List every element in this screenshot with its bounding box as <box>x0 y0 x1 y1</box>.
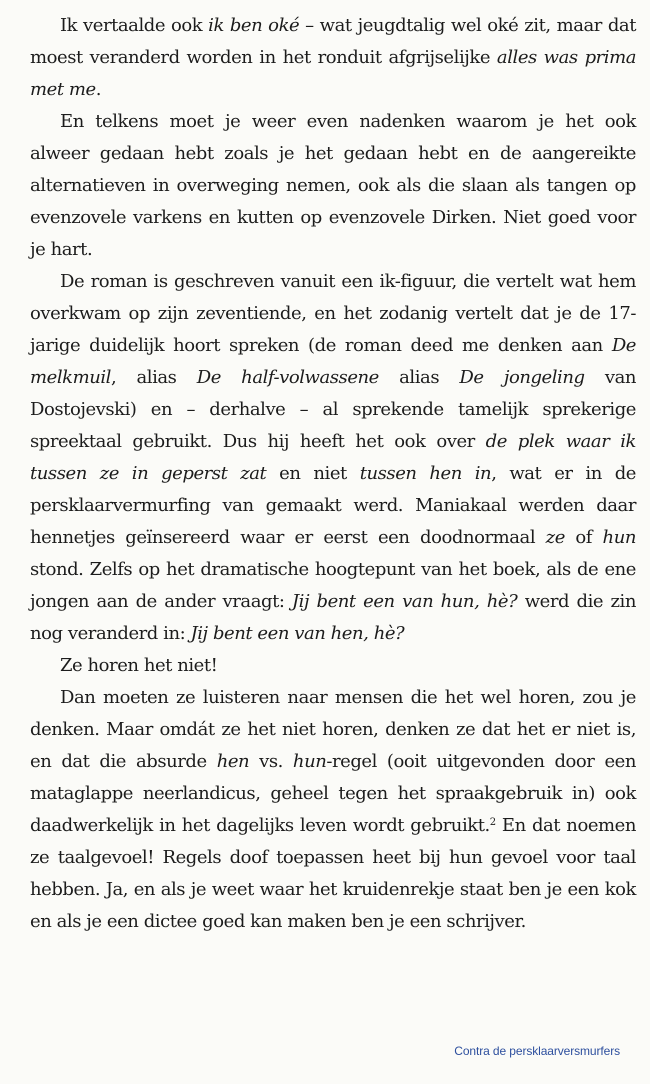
text-run: alias <box>378 367 460 388</box>
text-run: Dan moeten ze luisteren naar mensen die het wel horen, zou je denken. Maar omdát ze het niet horen, denken ze dat het er niet is, en dat die absurde <box>30 687 636 772</box>
text-run: – wat jeugdtalig wel oké zit, maar dat moest veranderd worden in het ronduit afgrijselijke <box>30 15 636 68</box>
text-run: vs. <box>249 751 293 772</box>
text-run: En telkens moet je weer even nadenken waarom je het ook alweer gedaan hebt zoals je het gedaan hebt en de aangereikte alternatieven in overweging nemen, ook als die slaan als tangen op evenzovele varkens en kutten op evenzovele Dirken. Niet goed voor je hart. <box>30 111 636 260</box>
text-run: stond. Zelfs op het dramatische hoogtepunt van het boek, als de ene jongen aan de ander vraagt: <box>30 559 636 612</box>
text-run: . <box>95 79 101 100</box>
text-run: En dat noemen ze taalgevoel! Regels doof toepassen heet bij hun gevoel voor taal hebben. Ja, en als je weet waar het kruidenrekje staat ben je een kok en als je een dictee goed kan maken ben je een schrijver. <box>30 815 636 932</box>
text-run: van Dostojevski) en – derhalve – al sprekende tamelijk sprekerige spreektaal gebruikt. Dus hij heeft het ook over <box>30 367 636 452</box>
text-run: , wat er in de persklaarvermurfing van gemaakt werd. Maniakaal werden daar hennetjes geïnsereerd waar er eerst een doodnormaal <box>30 463 636 548</box>
footnote-marker: 2 <box>489 817 496 828</box>
italic-text: Jij bent een van hun, hè? <box>291 591 518 612</box>
italic-text: hun <box>602 527 636 548</box>
running-footer-title: Contra de persklaarversmurfers <box>454 1044 620 1058</box>
italic-text: hun <box>292 751 327 772</box>
text-run: -regel (ooit uitgevonden door een mataglappe neerlandicus, geheel tegen het spraakgebruik in) ook daadwerkelijk in het dagelijks leven wordt gebruikt. <box>30 751 636 836</box>
italic-text: de plek waar ik tussen ze in geperst zat <box>30 431 636 484</box>
italic-text: Jij bent een van hen, hè? <box>190 623 405 644</box>
italic-text: ik ben oké <box>208 15 300 36</box>
paragraph <box>30 682 636 938</box>
italic-text: alles was prima met me <box>30 47 637 100</box>
italic-text: De half-volwassene <box>196 367 379 388</box>
text-run: en niet <box>266 463 360 484</box>
paragraph <box>30 650 636 682</box>
body-text <box>30 10 636 938</box>
paragraph <box>30 266 636 650</box>
italic-text: De melkmuil <box>30 335 636 388</box>
italic-text: ze <box>545 527 565 548</box>
paragraph <box>30 106 636 266</box>
italic-text: De jongeling <box>459 367 585 388</box>
paragraph <box>30 10 636 106</box>
text-run: Ik vertaalde ook <box>60 15 209 36</box>
text-run: Ze horen het niet! <box>60 655 218 676</box>
text-run: of <box>564 527 603 548</box>
text-run: , alias <box>110 367 197 388</box>
italic-text: tussen hen in <box>359 463 492 484</box>
text-run: werd die zin nog veranderd in: <box>30 591 636 644</box>
italic-text: hen <box>216 751 250 772</box>
text-run: De roman is geschreven vanuit een ik-figuur, die vertelt wat hem overkwam op zijn zeventiende, en het zodanig vertelt dat je de 17-jarige duidelijk hoort spreken (de roman deed me denken aan <box>30 271 636 356</box>
